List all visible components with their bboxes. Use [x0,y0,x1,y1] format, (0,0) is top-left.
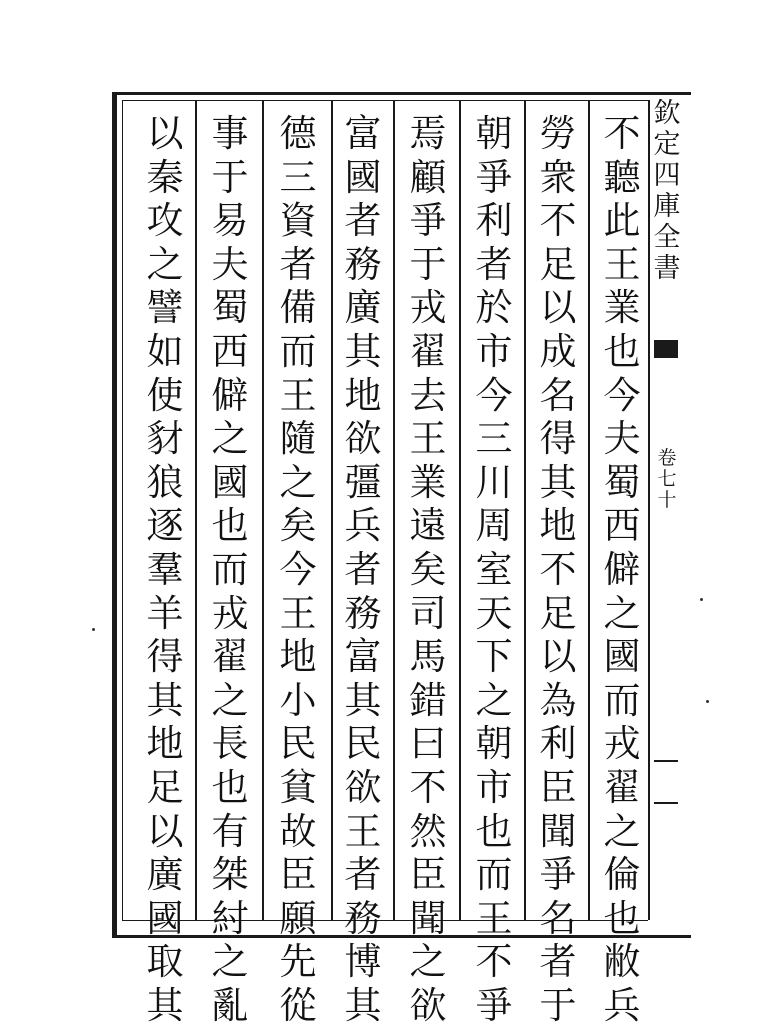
text-column-1 [600,112,644,1024]
margin-char: 七 [657,468,677,490]
text-char: 狼 [146,460,184,504]
text-char: 者 [475,242,513,286]
text-char: 矣 [409,547,447,591]
text-char: 下 [475,635,513,679]
text-char: 其 [146,678,184,722]
text-char: 利 [539,722,577,766]
text-char: 備 [279,286,317,330]
text-column-2 [536,112,580,1024]
margin-ornament [654,760,678,804]
text-char: 欲 [344,765,382,809]
text-char: 之 [279,460,317,504]
text-char: 足 [539,591,577,635]
text-char: 蜀 [211,286,249,330]
text-char: 不 [475,940,513,984]
text-char: 也 [603,329,641,373]
text-char: 川 [475,460,513,504]
text-char: 業 [409,460,447,504]
text-char: 西 [603,504,641,548]
text-char: 聞 [539,809,577,853]
text-char: 利 [475,199,513,243]
text-char: 足 [146,765,184,809]
text-char: 貧 [279,765,317,809]
text-char: 得 [146,635,184,679]
text-char: 足 [539,242,577,286]
text-char: 者 [344,547,382,591]
text-char: 翟 [409,329,447,373]
text-char: 彊 [344,460,382,504]
text-char: 國 [344,155,382,199]
column-rule [459,101,461,920]
text-char: 僻 [211,373,249,417]
text-char: 者 [279,242,317,286]
fish-tail-mark [654,340,678,358]
text-char: 今 [279,547,317,591]
text-char: 僻 [603,547,641,591]
text-char: 朝 [475,722,513,766]
text-char: 逐 [146,504,184,548]
text-char: 不 [409,765,447,809]
text-char: 譬 [146,286,184,330]
text-char: 成 [539,329,577,373]
text-char: 不 [539,547,577,591]
text-char: 臣 [409,853,447,897]
text-char: 今 [475,373,513,417]
margin-volume-label [652,448,682,511]
text-char: 天 [475,591,513,635]
text-char: 敝 [603,940,641,984]
text-char: 西 [211,329,249,373]
text-char: 攻 [146,199,184,243]
column-rule [262,101,264,920]
text-char: 業 [603,286,641,330]
text-char: 司 [409,591,447,635]
text-char: 翟 [603,765,641,809]
text-char: 兵 [603,983,641,1024]
text-char: 之 [409,940,447,984]
text-char: 于 [211,155,249,199]
text-char: 先 [279,940,317,984]
text-char: 地 [344,373,382,417]
margin-char: 全 [653,222,681,253]
text-char: 國 [211,460,249,504]
text-char: 民 [279,722,317,766]
text-char: 去 [409,373,447,417]
text-char: 桀 [211,853,249,897]
text-char: 之 [146,242,184,286]
text-char: 三 [279,155,317,199]
text-char: 得 [539,417,577,461]
text-char: 富 [344,112,382,155]
text-char: 周 [475,504,513,548]
margin-char: 書 [653,253,681,284]
inner-border-left [122,100,123,920]
text-char: 國 [603,635,641,679]
text-char: 也 [603,896,641,940]
text-char: 德 [279,112,317,155]
text-char: 三 [475,417,513,461]
text-char: 其 [539,460,577,504]
text-char: 如 [146,329,184,373]
text-char: 之 [603,809,641,853]
text-column-7 [208,112,252,1024]
text-char: 馬 [409,635,447,679]
text-char: 然 [409,809,447,853]
text-char: 於 [475,286,513,330]
text-char: 王 [279,591,317,635]
text-char: 倫 [603,853,641,897]
text-column-8 [143,112,187,1024]
text-char: 其 [344,329,382,373]
text-char: 蜀 [603,460,641,504]
text-char: 名 [539,896,577,940]
text-char: 以 [539,635,577,679]
text-char: 聽 [603,155,641,199]
text-char: 今 [603,373,641,417]
text-char: 以 [146,112,184,155]
text-char: 者 [539,940,577,984]
column-rule [393,101,395,920]
scan-speck [706,700,709,703]
text-char: 朝 [475,112,513,155]
text-char: 其 [344,678,382,722]
text-char: 者 [344,853,382,897]
text-char: 紂 [211,896,249,940]
text-char: 務 [344,591,382,635]
text-char: 顧 [409,155,447,199]
margin-char: 四 [653,160,681,191]
text-char: 夫 [603,417,641,461]
text-char: 羊 [146,591,184,635]
text-char: 臣 [539,765,577,809]
text-char: 者 [344,199,382,243]
text-char: 臣 [279,853,317,897]
text-char: 民 [344,722,382,766]
text-char: 于 [409,242,447,286]
text-char: 市 [475,329,513,373]
text-char: 而 [475,853,513,897]
text-char: 地 [279,635,317,679]
margin-char: 定 [653,129,681,160]
text-char: 小 [279,678,317,722]
text-char: 願 [279,896,317,940]
text-char: 戎 [409,286,447,330]
text-char: 國 [146,896,184,940]
text-char: 也 [211,765,249,809]
text-char: 王 [475,896,513,940]
text-char: 資 [279,199,317,243]
text-char: 矣 [279,504,317,548]
text-char: 此 [603,199,641,243]
text-char: 爭 [409,199,447,243]
scan-speck [92,628,95,631]
text-char: 欲 [409,983,447,1024]
margin-char: 欽 [653,98,681,129]
text-char: 以 [539,286,577,330]
text-char: 爭 [539,853,577,897]
text-char: 王 [279,373,317,417]
margin-book-title [650,98,684,284]
column-rule [588,101,590,920]
text-char: 從 [279,983,317,1024]
text-char: 其 [146,983,184,1024]
text-column-6 [276,112,320,1024]
text-char: 廣 [344,286,382,330]
text-char: 之 [211,940,249,984]
text-char: 長 [211,722,249,766]
text-char: 為 [539,678,577,722]
text-char: 也 [475,809,513,853]
text-char: 羣 [146,547,184,591]
text-char: 而 [211,547,249,591]
text-char: 之 [603,591,641,635]
text-char: 室 [475,547,513,591]
text-char: 富 [344,635,382,679]
text-char: 而 [279,329,317,373]
text-char: 不 [539,199,577,243]
text-char: 戎 [603,722,641,766]
text-char: 之 [475,678,513,722]
text-char: 市 [475,765,513,809]
scan-speck [700,598,703,601]
text-char: 曰 [409,722,447,766]
text-char: 易 [211,199,249,243]
column-rule [331,101,333,920]
text-char: 地 [539,504,577,548]
text-char: 取 [146,940,184,984]
text-char: 勞 [539,112,577,155]
text-char: 以 [146,809,184,853]
text-char: 故 [279,809,317,853]
text-char: 翟 [211,635,249,679]
margin-char: 卷 [657,447,677,469]
text-column-4 [406,112,450,1024]
text-char: 錯 [409,678,447,722]
text-char: 博 [344,940,382,984]
text-char: 廣 [146,853,184,897]
text-char: 名 [539,373,577,417]
text-char: 其 [344,983,382,1024]
column-rule [524,101,526,920]
text-char: 不 [603,112,641,155]
text-char: 衆 [539,155,577,199]
text-char: 有 [211,809,249,853]
text-char: 遠 [409,504,447,548]
text-char: 王 [409,417,447,461]
text-char: 豺 [146,417,184,461]
text-char: 之 [211,417,249,461]
text-char: 也 [211,504,249,548]
text-char: 而 [603,678,641,722]
text-char: 爭 [475,155,513,199]
inner-border-top [122,100,648,101]
text-char: 王 [603,242,641,286]
text-column-3 [472,112,516,1024]
text-char: 秦 [146,155,184,199]
text-char: 務 [344,896,382,940]
text-char: 之 [211,678,249,722]
margin-char: 庫 [653,191,681,222]
text-char: 于 [539,983,577,1024]
text-char: 聞 [409,896,447,940]
text-char: 地 [146,722,184,766]
column-rule [195,101,197,920]
text-char: 兵 [344,504,382,548]
margin-char: 十 [657,489,677,511]
text-char: 爭 [475,983,513,1024]
text-char: 使 [146,373,184,417]
text-char: 夫 [211,242,249,286]
text-char: 隨 [279,417,317,461]
text-char: 欲 [344,417,382,461]
text-char: 戎 [211,591,249,635]
text-char: 事 [211,112,249,155]
text-char: 焉 [409,112,447,155]
text-char: 亂 [211,983,249,1024]
text-char: 務 [344,242,382,286]
text-column-5 [341,112,385,1024]
text-char: 王 [344,809,382,853]
